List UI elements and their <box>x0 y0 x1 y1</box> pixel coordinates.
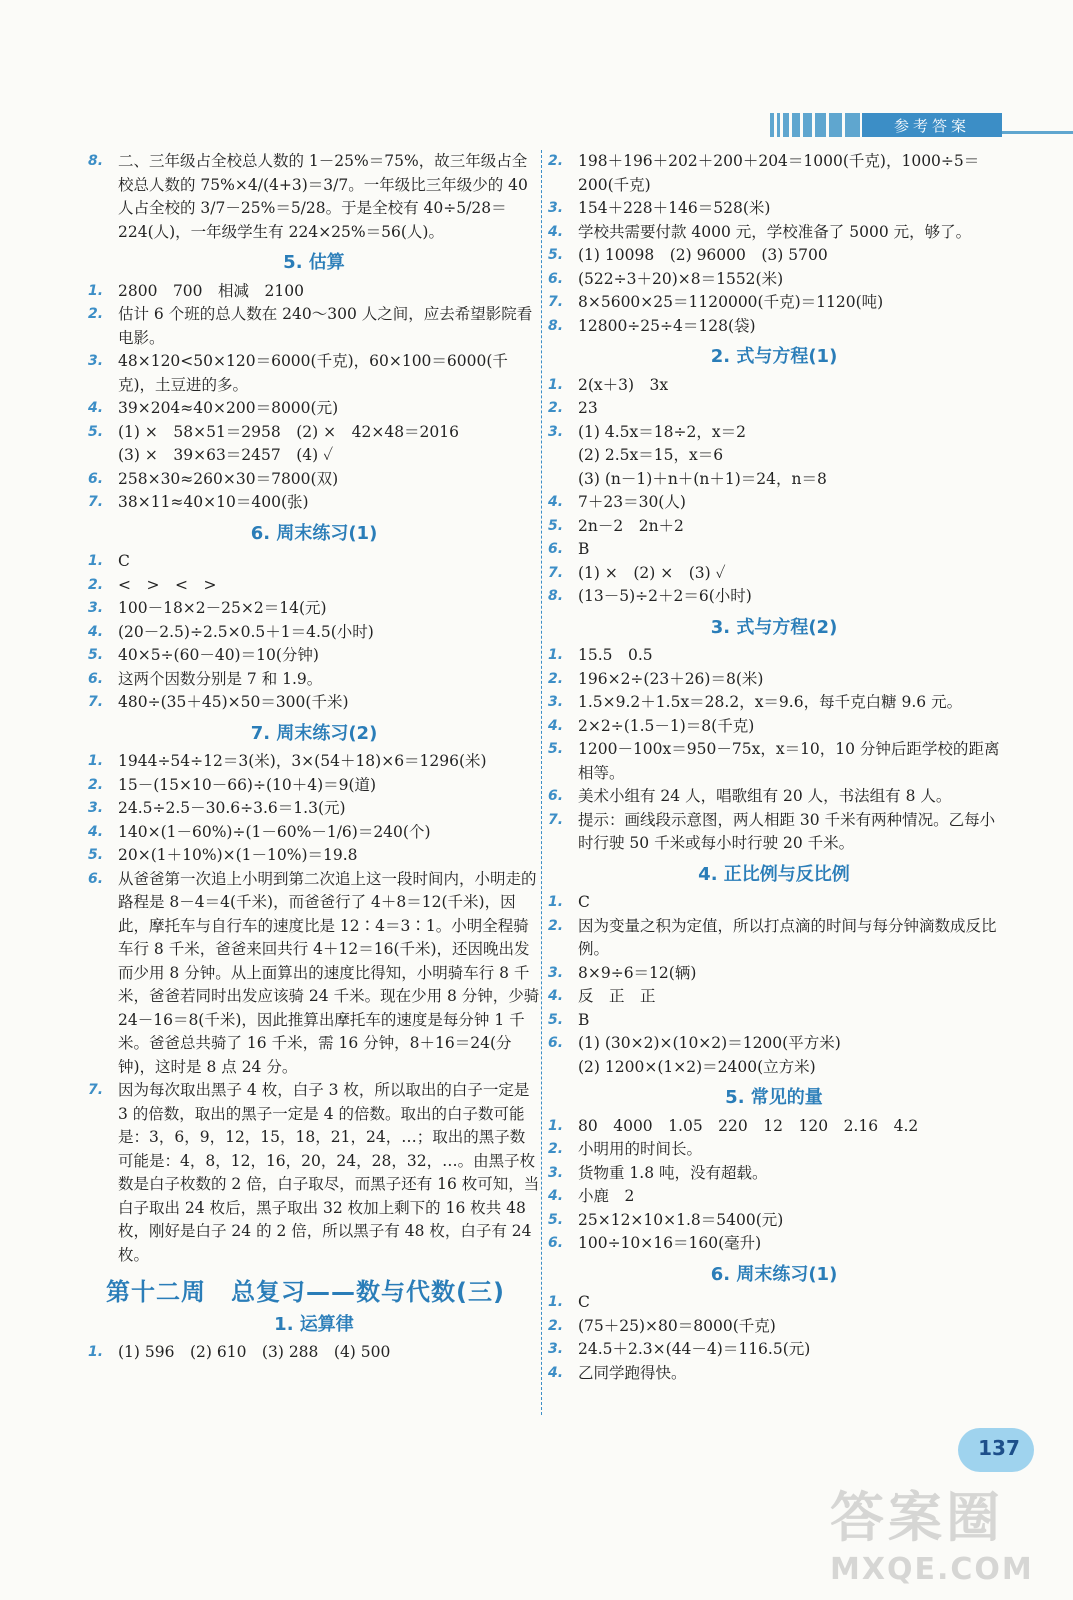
answer-number: 4. <box>548 1188 564 1204</box>
answer-number: 1. <box>88 1344 104 1360</box>
left-column <box>88 150 545 1365</box>
answer-number: 8. <box>548 317 564 334</box>
answer-item <box>548 668 1000 692</box>
answer-item <box>548 985 1000 1009</box>
answer-number: 8. <box>548 588 564 604</box>
section-title: 1. 运算律 <box>274 1313 354 1335</box>
header-rule <box>1002 131 1073 134</box>
answer-text: C <box>578 893 590 911</box>
watermark-title: 答案圈 <box>830 1486 1004 1549</box>
answer-text: 154＋228＋146＝528(米) <box>578 199 771 217</box>
answer-text: 23 <box>578 399 598 417</box>
answer-text: 7＋23＝30(人) <box>578 493 686 511</box>
answer-number: 2. <box>548 670 564 687</box>
answer-number: 3. <box>88 353 104 369</box>
answer-text: (1) × (2) × (3) ✓ <box>578 563 726 582</box>
answer-text: 140×(1－60%)÷(1－60%－1/6)＝240(个) <box>118 822 431 841</box>
answer-item <box>88 644 540 668</box>
answer-item <box>548 397 1000 421</box>
answer-item <box>548 691 1000 715</box>
answer-item <box>548 1315 1000 1339</box>
answer-item <box>88 1079 540 1267</box>
answer-item <box>548 244 1000 268</box>
answer-number: 4. <box>548 1364 564 1381</box>
answer-item <box>88 421 540 445</box>
watermark-url: MXQE.COM <box>830 1552 1034 1587</box>
section-title: 6. 周末练习(1) <box>710 1263 838 1285</box>
answer-subline: (3) × 39×63＝2457 (4) ✓ <box>118 446 334 464</box>
answer-number: 3. <box>88 800 104 816</box>
answer-number: 5. <box>548 517 564 534</box>
answer-item <box>88 468 540 492</box>
answer-item <box>548 715 1000 739</box>
answer-item <box>548 421 1000 445</box>
answer-item <box>88 574 540 598</box>
answer-number: 3. <box>548 423 564 440</box>
answer-item <box>88 597 540 621</box>
answer-item <box>548 150 1000 197</box>
answer-text: 20×(1＋10%)×(1－10%)＝19.8 <box>118 846 358 864</box>
answer-item <box>88 1341 540 1365</box>
answer-number: 7. <box>548 294 564 310</box>
answer-number: 7. <box>88 694 104 710</box>
answer-number: 7. <box>548 564 564 581</box>
answer-number: 1. <box>548 647 564 663</box>
answer-item <box>548 962 1000 986</box>
page-number: 137 <box>978 1436 1020 1460</box>
answer-number: 3. <box>548 1164 564 1181</box>
answer-item <box>548 1362 1000 1386</box>
answer-item <box>548 538 1000 562</box>
answer-number: 4. <box>548 494 564 510</box>
answer-text: < > < > <box>118 575 217 594</box>
answer-number: 3. <box>548 964 564 981</box>
answer-item <box>88 303 540 350</box>
answer-text: 估计 6 个班的总人数在 240～300 人之间，应去希望影院看电影。 <box>118 305 533 347</box>
answer-subline: (3) (n－1)＋n＋(n＋1)＝24，n＝8 <box>578 469 827 488</box>
answer-text: 小鹿 2 <box>578 1187 635 1205</box>
answer-item <box>548 1009 1000 1033</box>
section-title: 6. 周末练习(1) <box>250 522 378 544</box>
answer-number: 4. <box>88 400 104 416</box>
answer-number: 2. <box>548 917 564 934</box>
answer-item <box>88 750 540 774</box>
answer-item <box>548 1291 1000 1315</box>
answer-item <box>88 350 540 397</box>
answer-header-band <box>770 113 1073 137</box>
answer-item <box>548 1209 1000 1233</box>
answer-item <box>548 1032 1000 1056</box>
answer-item <box>548 268 1000 292</box>
answer-item <box>88 691 540 715</box>
answer-text: (1) 4.5x＝18÷2，x＝2 <box>578 422 746 441</box>
answer-item <box>88 397 540 421</box>
answer-item <box>88 280 540 304</box>
header-stripes <box>770 113 860 137</box>
answer-item <box>548 915 1000 962</box>
answer-item <box>88 621 540 645</box>
answer-text: C <box>578 1293 590 1311</box>
week-title: 第十二周 总复习——数与代数(三) <box>106 1278 505 1306</box>
answer-item <box>548 1338 1000 1362</box>
answer-number: 4. <box>88 623 104 640</box>
answer-number: 6. <box>548 1035 564 1051</box>
answer-item <box>88 844 540 868</box>
answer-number: 4. <box>548 717 564 734</box>
answer-text: 提示：画线段示意图，两人相距 30 千米有两种情况。乙每小时行驶 50 千米或每小时行驶 20 千米。 <box>578 810 996 852</box>
answer-number: 1. <box>88 553 104 569</box>
answer-text: 二、三年级占全校总人数的 1－25%＝75%，故三年级占全校总人数的 75%×4/(4+3)＝3/7。一年级比三年级少的 40 人占全校的 3/7－25%＝5/28。于是全校有 40÷5/28＝224(人)，一年级学生有 224×25%＝56(人)。 <box>118 152 533 241</box>
answer-number: 2. <box>548 153 564 169</box>
answer-item <box>88 550 540 574</box>
answer-header-label: 参考答案 <box>862 113 1002 137</box>
answer-text: 1.5×9.2＋1.5x＝28.2，x＝9.6，每千克白糖 9.6 元。 <box>578 693 963 711</box>
answer-number: 7. <box>88 494 104 510</box>
answer-subline: (2) 1200×(1×2)＝2400(立方米) <box>578 1057 816 1076</box>
answer-item <box>88 668 540 692</box>
answer-number: 4. <box>548 223 564 240</box>
answer-number: 1. <box>548 1117 564 1134</box>
answer-number: 4. <box>88 823 104 840</box>
answer-text: 480÷(35＋45)×50＝300(千米) <box>118 693 349 711</box>
answer-number: 5. <box>548 1211 564 1228</box>
answer-number: 1. <box>88 753 104 769</box>
answer-text: 8×5600×25＝1120000(千克)＝1120(吨) <box>578 293 884 311</box>
answer-text: 从爸爸第一次追上小明到第二次追上这一段时间内，小明走的路程是 8－4＝4(千米)，而爸爸行了 4＋8＝12(千米)，因此，摩托车与自行车的速度比是 12∶4＝3∶1。小明全程骑车行 8 千米，爸爸来回共行 4＋12＝16(千米)，还因晚出发而少用 8 分钟。从上面算出的速度比得知，小明骑车行 8 千米，爸爸若同时出发应该骑 24 千米。现在少用 8 分钟，少骑 24－16＝8(千米)，因此推算出摩托车的速度是每分钟 1 千米。爸爸总共骑了 16 千米，需 16 分钟，8＋16＝24(分钟)，这时是 8 点 24 分。 <box>118 869 545 1076</box>
answer-text: 48×120<50×120＝6000(千克)，60×100＝6000(千克)，土豆进的多。 <box>118 352 508 394</box>
column-divider <box>541 150 542 1415</box>
section-title: 4. 正比例与反比例 <box>698 863 850 885</box>
answer-item <box>548 809 1000 856</box>
answer-item <box>548 585 1000 609</box>
answer-item <box>548 891 1000 915</box>
answer-item <box>88 821 540 845</box>
answer-number: 3. <box>88 600 104 616</box>
section-title: 3. 式与方程(2) <box>710 616 838 638</box>
answer-text: 这两个因数分别是 7 和 1.9。 <box>118 669 323 688</box>
answer-number: 2. <box>548 1141 564 1157</box>
answer-text: 因为每次取出黑子 4 枚，白子 3 枚，所以取出的白子一定是 3 的倍数，取出的黑子一定是 4 的倍数。取出的白子数可能是：3，6，9，12，15，18，21，24，…；取出的黑子数可能是：4，8，12，16，20，24，28，32，…。由黑子枚数是白子枚数的 2 倍，白子取尽，而黑子还有 16 枚可知，当白子取出 24 枚后，黑子取出 32 枚加上剩下的 16 枚共 48 枚，刚好是白子 24 的 2 倍，所以黑子有 48 枚，白子有 24 枚。 <box>118 1081 540 1264</box>
answer-text: 小明用的时间长。 <box>578 1140 703 1158</box>
answer-item <box>548 221 1000 245</box>
answer-item <box>548 1138 1000 1162</box>
answer-text: 198＋196＋202＋200＋204＝1000(千克)，1000÷5＝200(千克) <box>578 152 980 194</box>
section-title: 7. 周末练习(2) <box>250 722 378 744</box>
answer-item <box>88 774 540 798</box>
answer-item <box>548 291 1000 315</box>
answer-text: (75＋25)×80＝8000(千克) <box>578 1316 776 1335</box>
answer-item <box>88 868 545 1080</box>
answer-text: 2×2÷(1.5－1)＝8(千克) <box>578 716 755 735</box>
section-title: 5. 常见的量 <box>725 1087 823 1108</box>
answer-item <box>548 738 1000 785</box>
answer-number: 1. <box>548 376 564 393</box>
answer-text: 因为变量之积为定值，所以打点滴的时间与每分钟滴数成反比例。 <box>578 916 997 958</box>
answer-number: 1. <box>548 894 564 910</box>
answer-number: 6. <box>548 1235 564 1251</box>
answer-number: 7. <box>548 811 564 828</box>
answer-text: 2(x＋3) 3x <box>578 375 669 394</box>
answer-text: 15－(15×10－66)÷(10＋4)＝9(道) <box>118 775 377 794</box>
answer-number: 2. <box>88 576 104 593</box>
answer-text: 25×12×10×1.8＝5400(元) <box>578 1210 784 1229</box>
answer-item <box>88 150 540 244</box>
answer-text: 1944÷54÷12＝3(米)，3×(54＋18)×6＝1296(米) <box>118 752 487 770</box>
answer-number: 3. <box>548 200 564 216</box>
answer-number: 6. <box>88 870 104 887</box>
answer-text: 100÷10×16＝160(毫升) <box>578 1234 762 1252</box>
answer-item <box>88 797 540 821</box>
answer-number: 2. <box>88 776 104 793</box>
answer-number: 7. <box>88 1082 104 1098</box>
answer-number: 4. <box>548 988 564 1004</box>
answer-text: 美术小组有 24 人，唱歌组有 20 人，书法组有 8 人。 <box>578 787 952 805</box>
answer-text: C <box>118 552 130 570</box>
answer-item <box>548 491 1000 515</box>
answer-text: 乙同学跑得快。 <box>578 1363 687 1382</box>
answer-number: 3. <box>548 694 564 710</box>
answer-text: 8×9÷6＝12(辆) <box>578 963 697 982</box>
answer-text: 80 4000 1.05 220 12 120 2.16 4.2 <box>578 1116 919 1135</box>
answer-number: 5. <box>88 647 104 663</box>
answer-number: 6. <box>548 270 564 287</box>
answer-text: 学校共需要付款 4000 元，学校准备了 5000 元，够了。 <box>578 222 972 241</box>
answer-item <box>548 515 1000 539</box>
answer-number: 6. <box>548 541 564 557</box>
answer-item <box>548 374 1000 398</box>
answer-text: B <box>578 540 590 558</box>
answer-text: 196×2÷(23＋26)＝8(米) <box>578 669 764 688</box>
answer-text: 39×204≈40×200＝8000(元) <box>118 399 339 417</box>
answer-number: 5. <box>88 423 104 440</box>
answer-number: 8. <box>88 153 104 169</box>
watermark <box>830 1475 1060 1595</box>
answer-item <box>548 315 1000 339</box>
answer-text: 15.5 0.5 <box>578 646 653 664</box>
answer-text: (13－5)÷2＋2＝6(小时) <box>578 587 752 605</box>
answer-item <box>548 197 1000 221</box>
answer-text: 24.5÷2.5－30.6÷3.6＝1.3(元) <box>118 799 346 817</box>
answer-number: 5. <box>548 741 564 757</box>
answer-number: 6. <box>88 670 104 687</box>
answer-number: 1. <box>548 1294 564 1310</box>
answer-text: (1) 10098 (2) 96000 (3) 5700 <box>578 246 828 264</box>
answer-text: (522÷3＋20)×8＝1552(米) <box>578 269 784 288</box>
answer-number: 6. <box>548 788 564 804</box>
answer-text: 2n－2 2n＋2 <box>578 516 684 535</box>
answer-number: 5. <box>88 847 104 863</box>
section-title: 2. 式与方程(1) <box>710 346 838 367</box>
answer-item <box>548 1185 1000 1209</box>
answer-text: (1) 596 (2) 610 (3) 288 (4) 500 <box>118 1343 391 1361</box>
answer-item <box>88 491 540 515</box>
answer-number: 2. <box>88 306 104 322</box>
section-title: 5. 估算 <box>283 252 345 273</box>
answer-text: 38×11≈40×10＝400(张) <box>118 493 309 511</box>
answer-item <box>548 1162 1000 1186</box>
answer-text: 反 正 正 <box>578 987 656 1005</box>
answer-text: 258×30≈260×30＝7800(双) <box>118 469 339 488</box>
answer-text: 1200－100x＝950－75x，x＝10，10 分钟后距学校的距离相等。 <box>578 740 1000 782</box>
answer-item <box>548 562 1000 586</box>
answer-text: (20－2.5)÷2.5×0.5＋1＝4.5(小时) <box>118 622 374 641</box>
answer-number: 3. <box>548 1341 564 1357</box>
right-column <box>548 150 1000 1385</box>
answer-item <box>548 644 1000 668</box>
answer-item <box>548 1115 1000 1139</box>
answer-number: 2. <box>548 1317 564 1334</box>
answer-text: (1) (30×2)×(10×2)＝1200(平方米) <box>578 1034 841 1052</box>
answer-number: 2. <box>548 400 564 416</box>
answer-number: 5. <box>548 1011 564 1028</box>
answer-text: 12800÷25÷4＝128(袋) <box>578 316 756 335</box>
answer-subline: (2) 2.5x＝15，x＝6 <box>578 446 724 464</box>
answer-item <box>548 785 1000 809</box>
answer-number: 6. <box>88 470 104 487</box>
answer-text: 40×5÷(60－40)＝10(分钟) <box>118 646 319 664</box>
answer-item <box>548 1232 1000 1256</box>
answer-number: 5. <box>548 247 564 263</box>
answer-text: 货物重 1.8 吨，没有超载。 <box>578 1163 768 1182</box>
answer-text: (1) × 58×51＝2958 (2) × 42×48＝2016 <box>118 422 460 441</box>
answer-number: 1. <box>88 282 104 299</box>
answer-text: 24.5＋2.3×(44－4)＝116.5(元) <box>578 1340 811 1358</box>
answer-text: 100－18×2－25×2＝14(元) <box>118 599 327 617</box>
answer-text: 2800 700 相减 2100 <box>118 281 304 300</box>
answer-text: B <box>578 1010 590 1029</box>
